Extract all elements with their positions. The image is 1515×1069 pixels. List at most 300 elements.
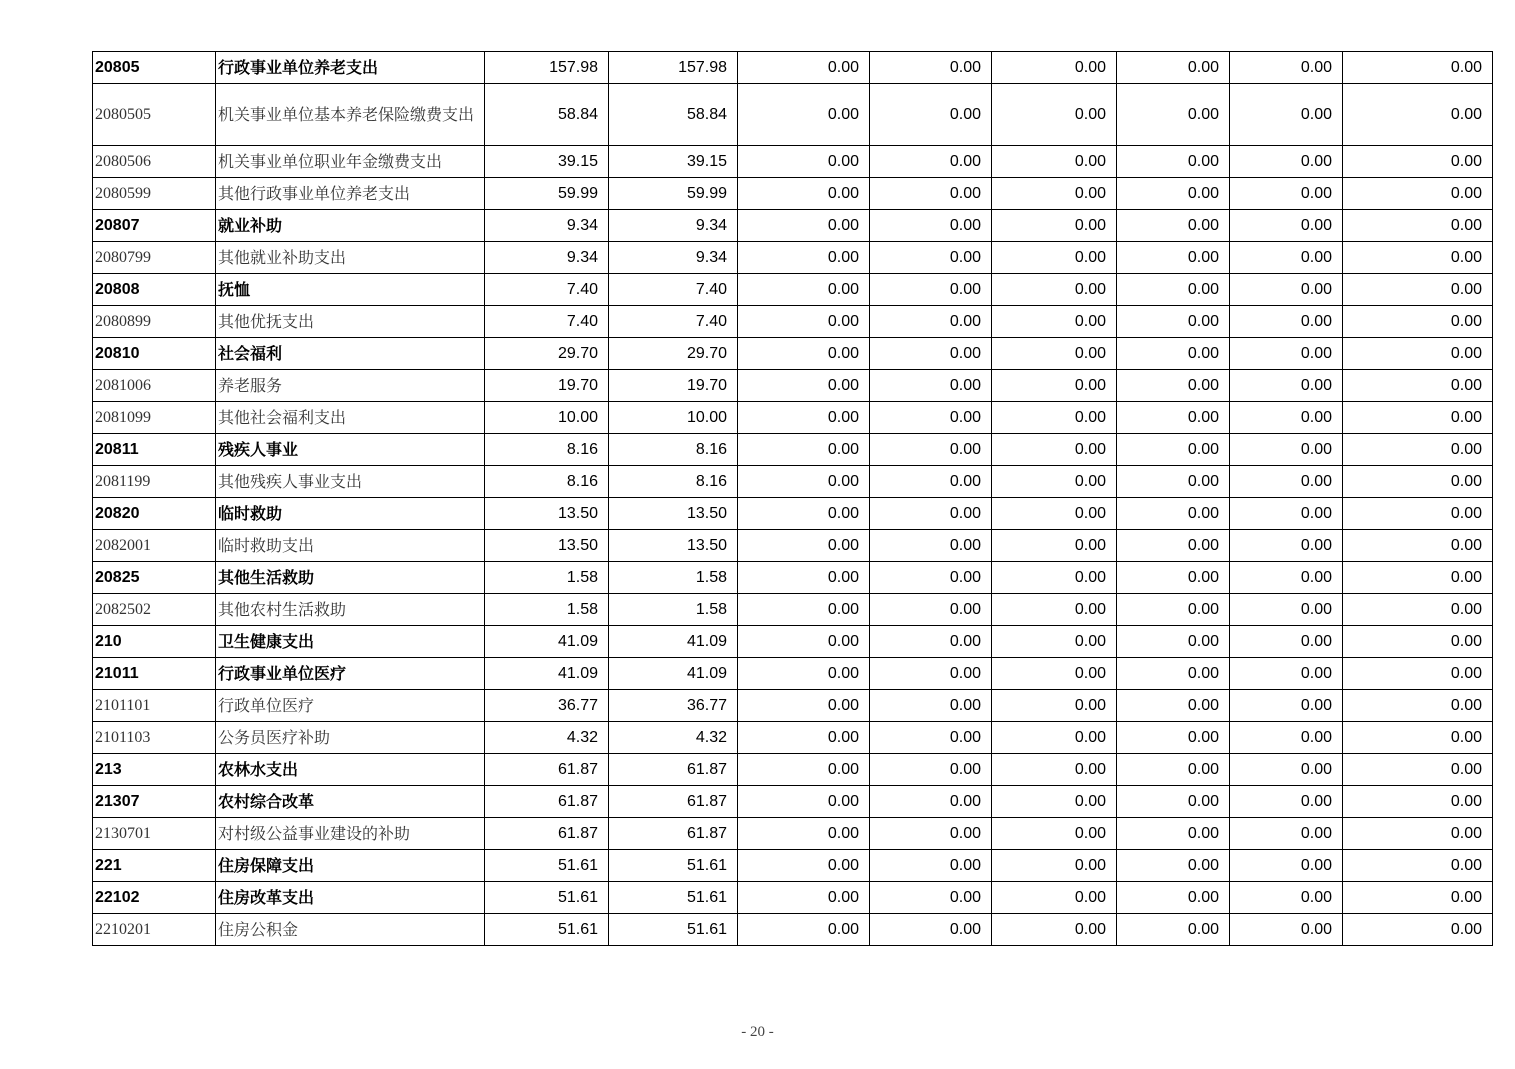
amount-cell: 61.87	[609, 818, 738, 850]
subject-code-cell: 2081099	[93, 402, 216, 434]
amount-cell: 36.77	[609, 690, 738, 722]
amount-cell: 0.00	[1343, 370, 1493, 402]
amount-cell: 0.00	[870, 786, 992, 818]
amount-cell: 0.00	[1230, 370, 1343, 402]
amount-cell: 0.00	[870, 530, 992, 562]
amount-cell: 0.00	[992, 754, 1117, 786]
amount-cell: 0.00	[992, 466, 1117, 498]
table-row	[93, 914, 1493, 946]
subject-name-cell: 其他优抚支出	[216, 306, 485, 338]
amount-cell: 0.00	[1343, 786, 1493, 818]
amount-cell: 0.00	[1117, 850, 1230, 882]
subject-name-cell: 机关事业单位基本养老保险缴费支出	[216, 84, 485, 146]
subject-name-cell: 其他农村生活救助	[216, 594, 485, 626]
subject-name-cell: 其他行政事业单位养老支出	[216, 178, 485, 210]
amount-cell: 7.40	[609, 306, 738, 338]
subject-name-cell: 其他社会福利支出	[216, 402, 485, 434]
amount-cell: 0.00	[738, 594, 870, 626]
amount-cell: 0.00	[738, 818, 870, 850]
amount-cell: 0.00	[1230, 530, 1343, 562]
amount-cell: 13.50	[485, 530, 609, 562]
amount-cell: 0.00	[992, 498, 1117, 530]
amount-cell: 0.00	[1117, 690, 1230, 722]
subject-name-cell: 养老服务	[216, 370, 485, 402]
amount-cell: 7.40	[609, 274, 738, 306]
amount-cell: 0.00	[1230, 786, 1343, 818]
amount-cell: 0.00	[992, 626, 1117, 658]
table-row	[93, 850, 1493, 882]
amount-cell: 0.00	[992, 818, 1117, 850]
amount-cell: 0.00	[870, 562, 992, 594]
subject-name-cell: 抚恤	[216, 274, 485, 306]
amount-cell: 0.00	[1230, 210, 1343, 242]
amount-cell: 0.00	[992, 84, 1117, 146]
amount-cell: 0.00	[1343, 146, 1493, 178]
amount-cell: 0.00	[738, 786, 870, 818]
subject-name-cell: 住房改革支出	[216, 882, 485, 914]
subject-code-cell: 22102	[93, 882, 216, 914]
amount-cell: 0.00	[738, 306, 870, 338]
budget-table	[92, 51, 1493, 946]
table-row	[93, 530, 1493, 562]
amount-cell: 13.50	[609, 498, 738, 530]
amount-cell: 0.00	[1117, 914, 1230, 946]
amount-cell: 41.09	[485, 626, 609, 658]
subject-code-cell: 2080506	[93, 146, 216, 178]
amount-cell: 0.00	[1343, 914, 1493, 946]
amount-cell: 0.00	[1117, 594, 1230, 626]
table-row	[93, 594, 1493, 626]
table-row	[93, 52, 1493, 84]
amount-cell: 0.00	[992, 882, 1117, 914]
amount-cell: 0.00	[1117, 466, 1230, 498]
subject-name-cell: 行政单位医疗	[216, 690, 485, 722]
amount-cell: 0.00	[1230, 146, 1343, 178]
subject-code-cell: 2082502	[93, 594, 216, 626]
amount-cell: 0.00	[738, 402, 870, 434]
amount-cell: 0.00	[738, 370, 870, 402]
amount-cell: 0.00	[738, 242, 870, 274]
table-row	[93, 722, 1493, 754]
amount-cell: 0.00	[992, 530, 1117, 562]
amount-cell: 0.00	[992, 242, 1117, 274]
amount-cell: 8.16	[485, 466, 609, 498]
amount-cell: 0.00	[1117, 434, 1230, 466]
subject-code-cell: 20807	[93, 210, 216, 242]
amount-cell: 0.00	[1230, 850, 1343, 882]
amount-cell: 51.61	[485, 850, 609, 882]
amount-cell: 0.00	[1117, 402, 1230, 434]
amount-cell: 4.32	[609, 722, 738, 754]
amount-cell: 0.00	[992, 370, 1117, 402]
amount-cell: 41.09	[609, 626, 738, 658]
subject-code-cell: 20808	[93, 274, 216, 306]
amount-cell: 157.98	[609, 52, 738, 84]
subject-name-cell: 临时救助支出	[216, 530, 485, 562]
amount-cell: 41.09	[609, 658, 738, 690]
amount-cell: 0.00	[738, 274, 870, 306]
amount-cell: 0.00	[870, 658, 992, 690]
amount-cell: 0.00	[738, 84, 870, 146]
amount-cell: 13.50	[609, 530, 738, 562]
amount-cell: 0.00	[1117, 786, 1230, 818]
amount-cell: 0.00	[1117, 530, 1230, 562]
amount-cell: 8.16	[609, 434, 738, 466]
amount-cell: 0.00	[870, 498, 992, 530]
amount-cell: 0.00	[1343, 562, 1493, 594]
amount-cell: 0.00	[1343, 530, 1493, 562]
amount-cell: 1.58	[609, 594, 738, 626]
amount-cell: 9.34	[609, 210, 738, 242]
subject-name-cell: 住房保障支出	[216, 850, 485, 882]
amount-cell: 0.00	[992, 690, 1117, 722]
subject-code-cell: 221	[93, 850, 216, 882]
amount-cell: 39.15	[609, 146, 738, 178]
amount-cell: 0.00	[1117, 274, 1230, 306]
amount-cell: 157.98	[485, 52, 609, 84]
amount-cell: 0.00	[1343, 84, 1493, 146]
subject-code-cell: 2210201	[93, 914, 216, 946]
amount-cell: 0.00	[1343, 242, 1493, 274]
subject-code-cell: 20825	[93, 562, 216, 594]
amount-cell: 13.50	[485, 498, 609, 530]
table-row	[93, 754, 1493, 786]
subject-code-cell: 2080799	[93, 242, 216, 274]
amount-cell: 0.00	[1343, 52, 1493, 84]
amount-cell: 0.00	[1117, 52, 1230, 84]
amount-cell: 0.00	[1117, 306, 1230, 338]
subject-name-cell: 其他生活救助	[216, 562, 485, 594]
amount-cell: 0.00	[1117, 818, 1230, 850]
amount-cell: 0.00	[992, 914, 1117, 946]
amount-cell: 0.00	[870, 210, 992, 242]
subject-name-cell: 农村综合改革	[216, 786, 485, 818]
amount-cell: 0.00	[738, 178, 870, 210]
amount-cell: 51.61	[485, 914, 609, 946]
subject-code-cell: 210	[93, 626, 216, 658]
amount-cell: 36.77	[485, 690, 609, 722]
amount-cell: 61.87	[609, 754, 738, 786]
amount-cell: 0.00	[870, 146, 992, 178]
table-row	[93, 338, 1493, 370]
subject-code-cell: 20810	[93, 338, 216, 370]
amount-cell: 9.34	[485, 210, 609, 242]
amount-cell: 0.00	[1230, 178, 1343, 210]
amount-cell: 0.00	[738, 690, 870, 722]
amount-cell: 0.00	[992, 146, 1117, 178]
table-row	[93, 562, 1493, 594]
amount-cell: 0.00	[992, 210, 1117, 242]
amount-cell: 0.00	[1230, 242, 1343, 274]
amount-cell: 19.70	[485, 370, 609, 402]
amount-cell: 0.00	[992, 850, 1117, 882]
amount-cell: 0.00	[1230, 306, 1343, 338]
subject-code-cell: 2080599	[93, 178, 216, 210]
subject-name-cell: 行政事业单位医疗	[216, 658, 485, 690]
amount-cell: 0.00	[1117, 882, 1230, 914]
subject-code-cell: 2101103	[93, 722, 216, 754]
amount-cell: 0.00	[992, 52, 1117, 84]
amount-cell: 8.16	[609, 466, 738, 498]
table-row	[93, 84, 1493, 146]
table-row	[93, 818, 1493, 850]
subject-name-cell: 农林水支出	[216, 754, 485, 786]
amount-cell: 0.00	[1230, 690, 1343, 722]
amount-cell: 19.70	[609, 370, 738, 402]
amount-cell: 58.84	[485, 84, 609, 146]
table-row	[93, 626, 1493, 658]
amount-cell: 0.00	[870, 402, 992, 434]
amount-cell: 61.87	[485, 754, 609, 786]
amount-cell: 0.00	[870, 882, 992, 914]
amount-cell: 0.00	[738, 146, 870, 178]
amount-cell: 61.87	[485, 786, 609, 818]
page-number: - 20 -	[741, 1024, 774, 1040]
amount-cell: 61.87	[609, 786, 738, 818]
amount-cell: 0.00	[870, 722, 992, 754]
amount-cell: 0.00	[1343, 754, 1493, 786]
subject-name-cell: 残疾人事业	[216, 434, 485, 466]
amount-cell: 8.16	[485, 434, 609, 466]
amount-cell: 0.00	[870, 370, 992, 402]
amount-cell: 0.00	[1343, 690, 1493, 722]
amount-cell: 0.00	[1343, 626, 1493, 658]
amount-cell: 0.00	[1230, 338, 1343, 370]
amount-cell: 0.00	[992, 786, 1117, 818]
table-body	[93, 52, 1493, 946]
amount-cell: 0.00	[738, 850, 870, 882]
subject-name-cell: 公务员医疗补助	[216, 722, 485, 754]
subject-code-cell: 20811	[93, 434, 216, 466]
amount-cell: 0.00	[870, 754, 992, 786]
amount-cell: 0.00	[1230, 52, 1343, 84]
amount-cell: 58.84	[609, 84, 738, 146]
amount-cell: 0.00	[1343, 402, 1493, 434]
amount-cell: 0.00	[992, 658, 1117, 690]
amount-cell: 0.00	[1343, 274, 1493, 306]
amount-cell: 0.00	[1230, 914, 1343, 946]
amount-cell: 0.00	[1343, 722, 1493, 754]
amount-cell: 41.09	[485, 658, 609, 690]
amount-cell: 0.00	[738, 338, 870, 370]
subject-code-cell: 21011	[93, 658, 216, 690]
amount-cell: 0.00	[870, 338, 992, 370]
amount-cell: 0.00	[1230, 882, 1343, 914]
subject-name-cell: 其他就业补助支出	[216, 242, 485, 274]
table-row	[93, 306, 1493, 338]
amount-cell: 0.00	[870, 690, 992, 722]
table-row	[93, 370, 1493, 402]
table-row	[93, 178, 1493, 210]
amount-cell: 9.34	[609, 242, 738, 274]
amount-cell: 1.58	[485, 594, 609, 626]
amount-cell: 0.00	[1343, 178, 1493, 210]
amount-cell: 0.00	[870, 914, 992, 946]
amount-cell: 0.00	[738, 530, 870, 562]
subject-code-cell: 2080899	[93, 306, 216, 338]
amount-cell: 0.00	[1117, 84, 1230, 146]
amount-cell: 0.00	[992, 306, 1117, 338]
subject-code-cell: 20820	[93, 498, 216, 530]
table-row	[93, 466, 1493, 498]
amount-cell: 61.87	[485, 818, 609, 850]
amount-cell: 0.00	[992, 722, 1117, 754]
amount-cell: 51.61	[609, 882, 738, 914]
amount-cell: 0.00	[1230, 434, 1343, 466]
subject-code-cell: 213	[93, 754, 216, 786]
table-row	[93, 242, 1493, 274]
amount-cell: 0.00	[1117, 210, 1230, 242]
table-row	[93, 274, 1493, 306]
amount-cell: 0.00	[870, 850, 992, 882]
amount-cell: 0.00	[1343, 658, 1493, 690]
amount-cell: 0.00	[1343, 338, 1493, 370]
table-row	[93, 690, 1493, 722]
amount-cell: 0.00	[1117, 146, 1230, 178]
subject-code-cell: 2082001	[93, 530, 216, 562]
amount-cell: 0.00	[1230, 562, 1343, 594]
amount-cell: 51.61	[609, 914, 738, 946]
subject-name-cell: 住房公积金	[216, 914, 485, 946]
subject-name-cell: 卫生健康支出	[216, 626, 485, 658]
amount-cell: 0.00	[1117, 370, 1230, 402]
subject-code-cell: 20805	[93, 52, 216, 84]
amount-cell: 0.00	[1230, 626, 1343, 658]
amount-cell: 0.00	[870, 466, 992, 498]
amount-cell: 4.32	[485, 722, 609, 754]
amount-cell: 0.00	[1117, 242, 1230, 274]
amount-cell: 1.58	[485, 562, 609, 594]
subject-name-cell: 对村级公益事业建设的补助	[216, 818, 485, 850]
amount-cell: 0.00	[1230, 722, 1343, 754]
subject-name-cell: 临时救助	[216, 498, 485, 530]
amount-cell: 0.00	[870, 818, 992, 850]
subject-code-cell: 2101101	[93, 690, 216, 722]
amount-cell: 9.34	[485, 242, 609, 274]
amount-cell: 0.00	[1230, 498, 1343, 530]
amount-cell: 0.00	[1117, 658, 1230, 690]
amount-cell: 0.00	[738, 562, 870, 594]
amount-cell: 0.00	[738, 882, 870, 914]
subject-code-cell: 2130701	[93, 818, 216, 850]
amount-cell: 29.70	[609, 338, 738, 370]
amount-cell: 0.00	[738, 914, 870, 946]
amount-cell: 0.00	[1343, 594, 1493, 626]
amount-cell: 0.00	[1230, 818, 1343, 850]
subject-name-cell: 社会福利	[216, 338, 485, 370]
amount-cell: 0.00	[1117, 338, 1230, 370]
subject-code-cell: 2080505	[93, 84, 216, 146]
amount-cell: 0.00	[1117, 562, 1230, 594]
amount-cell: 0.00	[738, 52, 870, 84]
amount-cell: 0.00	[992, 402, 1117, 434]
amount-cell: 0.00	[1230, 466, 1343, 498]
amount-cell: 0.00	[1343, 210, 1493, 242]
amount-cell: 0.00	[1343, 818, 1493, 850]
subject-name-cell: 就业补助	[216, 210, 485, 242]
amount-cell: 0.00	[1230, 594, 1343, 626]
amount-cell: 0.00	[1117, 498, 1230, 530]
amount-cell: 0.00	[1117, 626, 1230, 658]
subject-name-cell: 行政事业单位养老支出	[216, 52, 485, 84]
amount-cell: 29.70	[485, 338, 609, 370]
amount-cell: 0.00	[738, 210, 870, 242]
amount-cell: 0.00	[992, 338, 1117, 370]
amount-cell: 0.00	[738, 626, 870, 658]
table-row	[93, 882, 1493, 914]
amount-cell: 0.00	[738, 434, 870, 466]
amount-cell: 59.99	[609, 178, 738, 210]
amount-cell: 0.00	[1230, 658, 1343, 690]
amount-cell: 0.00	[992, 178, 1117, 210]
amount-cell: 1.58	[609, 562, 738, 594]
table-row	[93, 658, 1493, 690]
amount-cell: 0.00	[870, 434, 992, 466]
amount-cell: 0.00	[1117, 722, 1230, 754]
amount-cell: 10.00	[485, 402, 609, 434]
table-row	[93, 434, 1493, 466]
amount-cell: 0.00	[1343, 306, 1493, 338]
amount-cell: 0.00	[1117, 178, 1230, 210]
amount-cell: 0.00	[1343, 850, 1493, 882]
subject-code-cell: 21307	[93, 786, 216, 818]
table-row	[93, 210, 1493, 242]
amount-cell: 10.00	[609, 402, 738, 434]
amount-cell: 39.15	[485, 146, 609, 178]
amount-cell: 0.00	[738, 498, 870, 530]
amount-cell: 0.00	[870, 306, 992, 338]
table-row	[93, 498, 1493, 530]
subject-name-cell: 机关事业单位职业年金缴费支出	[216, 146, 485, 178]
amount-cell: 0.00	[1343, 882, 1493, 914]
amount-cell: 0.00	[870, 274, 992, 306]
amount-cell: 0.00	[870, 178, 992, 210]
amount-cell: 0.00	[870, 242, 992, 274]
amount-cell: 0.00	[738, 754, 870, 786]
amount-cell: 7.40	[485, 274, 609, 306]
amount-cell: 0.00	[992, 562, 1117, 594]
amount-cell: 51.61	[609, 850, 738, 882]
table-row	[93, 786, 1493, 818]
amount-cell: 0.00	[870, 52, 992, 84]
subject-code-cell: 2081006	[93, 370, 216, 402]
amount-cell: 0.00	[1117, 754, 1230, 786]
table-row	[93, 146, 1493, 178]
amount-cell: 0.00	[738, 466, 870, 498]
amount-cell: 0.00	[1343, 466, 1493, 498]
subject-name-cell: 其他残疾人事业支出	[216, 466, 485, 498]
amount-cell: 0.00	[1230, 274, 1343, 306]
amount-cell: 0.00	[1343, 434, 1493, 466]
amount-cell: 7.40	[485, 306, 609, 338]
table-row	[93, 402, 1493, 434]
amount-cell: 0.00	[870, 84, 992, 146]
amount-cell: 0.00	[992, 434, 1117, 466]
amount-cell: 0.00	[1230, 84, 1343, 146]
amount-cell: 0.00	[870, 594, 992, 626]
amount-cell: 0.00	[738, 658, 870, 690]
amount-cell: 0.00	[870, 626, 992, 658]
amount-cell: 0.00	[992, 274, 1117, 306]
amount-cell: 0.00	[738, 722, 870, 754]
amount-cell: 0.00	[1343, 498, 1493, 530]
amount-cell: 0.00	[1230, 754, 1343, 786]
amount-cell: 0.00	[1230, 402, 1343, 434]
amount-cell: 51.61	[485, 882, 609, 914]
amount-cell: 0.00	[992, 594, 1117, 626]
subject-code-cell: 2081199	[93, 466, 216, 498]
amount-cell: 59.99	[485, 178, 609, 210]
